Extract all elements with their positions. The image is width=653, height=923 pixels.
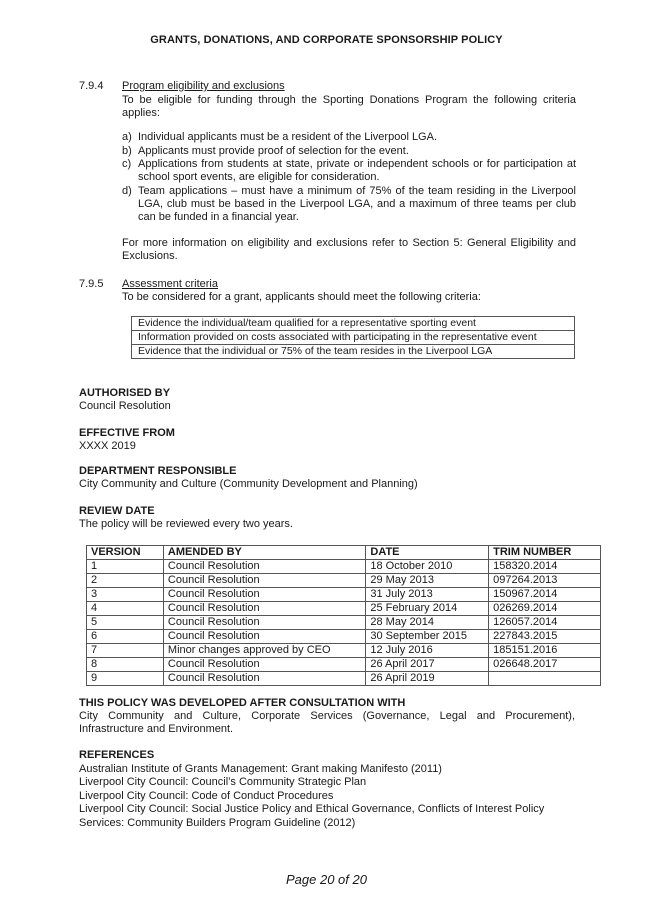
table-cell: Council Resolution: [163, 616, 365, 630]
table-cell: 18 October 2010: [366, 560, 489, 574]
table-row: [132, 317, 575, 331]
table-cell: 7: [87, 644, 164, 658]
table-cell: 158320.2014: [489, 560, 601, 574]
list-text: Individual applicants must be a resident of the Liverpool LGA.: [138, 131, 438, 143]
review-date-heading: REVIEW DATE: [79, 505, 155, 517]
references-heading: REFERENCES: [79, 749, 155, 761]
table-cell: 026269.2014: [489, 602, 601, 616]
authorised-by-text: Council Resolution: [79, 400, 171, 412]
section-title: Assessment criteria: [122, 278, 218, 290]
table-cell: 185151.2016: [489, 644, 601, 658]
section-title: Program eligibility and exclusions: [122, 80, 285, 92]
table-row: [87, 630, 601, 644]
column-header: DATE: [366, 546, 489, 560]
table-cell: 29 May 2013: [366, 574, 489, 588]
table-cell: 8: [87, 658, 164, 672]
reference-item: Liverpool City Council: Social Justice Policy and Ethical Governance, Conflicts of Interest Policy: [79, 803, 545, 815]
list-marker: c): [122, 158, 132, 170]
page-header: GRANTS, DONATIONS, AND CORPORATE SPONSORSHIP POLICY: [150, 34, 503, 46]
table-cell: 6: [87, 630, 164, 644]
table-cell: Council Resolution: [163, 574, 365, 588]
table-cell: 30 September 2015: [366, 630, 489, 644]
table-cell: 3: [87, 588, 164, 602]
table-cell: Council Resolution: [163, 658, 365, 672]
list-marker: d): [122, 185, 132, 197]
review-date-text: The policy will be reviewed every two years.: [79, 518, 293, 530]
table-cell: 31 July 2013: [366, 588, 489, 602]
table-cell: Council Resolution: [163, 672, 365, 686]
table-row: [87, 588, 601, 602]
table-row: [87, 658, 601, 672]
criteria-cell: Evidence that the individual or 75% of the team resides in the Liverpool LGA: [132, 345, 575, 359]
table-cell: 26 April 2019: [366, 672, 489, 686]
reference-item: Services: Community Builders Program Guideline (2012): [79, 817, 356, 829]
consultation-heading: THIS POLICY WAS DEVELOPED AFTER CONSULTATION WITH: [79, 697, 406, 709]
table-cell: Council Resolution: [163, 630, 365, 644]
table-cell: 4: [87, 602, 164, 616]
table-row: [132, 331, 575, 345]
table-cell: Council Resolution: [163, 602, 365, 616]
table-cell: 097264.2013: [489, 574, 601, 588]
consultation-text: City Community and Culture, Corporate Services (Governance, Legal and Procurement), Infrastructure and Environment.: [79, 710, 575, 735]
criteria-table: [131, 316, 575, 359]
reference-item: Liverpool City Council: Code of Conduct Procedures: [79, 790, 334, 802]
list-marker: b): [122, 145, 132, 157]
table-cell: 026648.2017: [489, 658, 601, 672]
table-row: [132, 345, 575, 359]
effective-from-text: XXXX 2019: [79, 440, 136, 452]
reference-item: Liverpool City Council: Council’s Community Strategic Plan: [79, 776, 367, 788]
effective-from-heading: EFFECTIVE FROM: [79, 427, 175, 439]
table-cell: 28 May 2014: [366, 616, 489, 630]
authorised-by-heading: AUTHORISED BY: [79, 387, 171, 399]
table-row: [87, 672, 601, 686]
table-cell: 227843.2015: [489, 630, 601, 644]
table-cell: 25 February 2014: [366, 602, 489, 616]
table-row: [87, 560, 601, 574]
section-intro: To be eligible for funding through the Sporting Donations Program the following criteria applies:: [122, 94, 576, 119]
reference-item: Australian Institute of Grants Management: Grant making Manifesto (2011): [79, 763, 442, 775]
table-cell: 126057.2014: [489, 616, 601, 630]
more-info-text: For more information on eligibility and exclusions refer to Section 5: General Eligibility and Exclusions.: [122, 237, 576, 262]
criteria-cell: Evidence the individual/team qualified for a representative sporting event: [132, 317, 575, 331]
table-cell: [489, 672, 601, 686]
table-cell: Minor changes approved by CEO: [163, 644, 365, 658]
table-cell: 2: [87, 574, 164, 588]
version-table: [86, 545, 601, 686]
column-header: AMENDED BY: [163, 546, 365, 560]
column-header: TRIM NUMBER: [489, 546, 601, 560]
table-cell: Council Resolution: [163, 560, 365, 574]
criteria-cell: Information provided on costs associated with participating in the representative event: [132, 331, 575, 345]
table-row: [87, 616, 601, 630]
list-text: Applications from students at state, private or independent schools or for participation at school sport events, are eligible for consideration.: [138, 158, 576, 183]
table-cell: 150967.2014: [489, 588, 601, 602]
list-marker: a): [122, 131, 132, 143]
table-row: [87, 602, 601, 616]
department-heading: DEPARTMENT RESPONSIBLE: [79, 465, 237, 477]
table-cell: 26 April 2017: [366, 658, 489, 672]
table-cell: 9: [87, 672, 164, 686]
list-text: Team applications – must have a minimum of 75% of the team residing in the Liverpool LGA, club must be based in the Liverpool LGA, and a maximum of three teams per club can be funded in a financial year.: [138, 185, 576, 223]
column-header: VERSION: [87, 546, 164, 560]
page-number: Page 20 of 20: [286, 872, 367, 887]
section-number: 7.9.4: [79, 80, 104, 92]
table-cell: Council Resolution: [163, 588, 365, 602]
list-text: Applicants must provide proof of selection for the event.: [138, 145, 409, 157]
table-row: [87, 574, 601, 588]
table-header-row: [87, 546, 601, 560]
table-cell: 1: [87, 560, 164, 574]
section-intro: To be considered for a grant, applicants should meet the following criteria:: [122, 291, 481, 303]
table-cell: 12 July 2016: [366, 644, 489, 658]
section-number: 7.9.5: [79, 278, 104, 290]
table-row: [87, 644, 601, 658]
table-cell: 5: [87, 616, 164, 630]
department-text: City Community and Culture (Community Development and Planning): [79, 478, 418, 490]
